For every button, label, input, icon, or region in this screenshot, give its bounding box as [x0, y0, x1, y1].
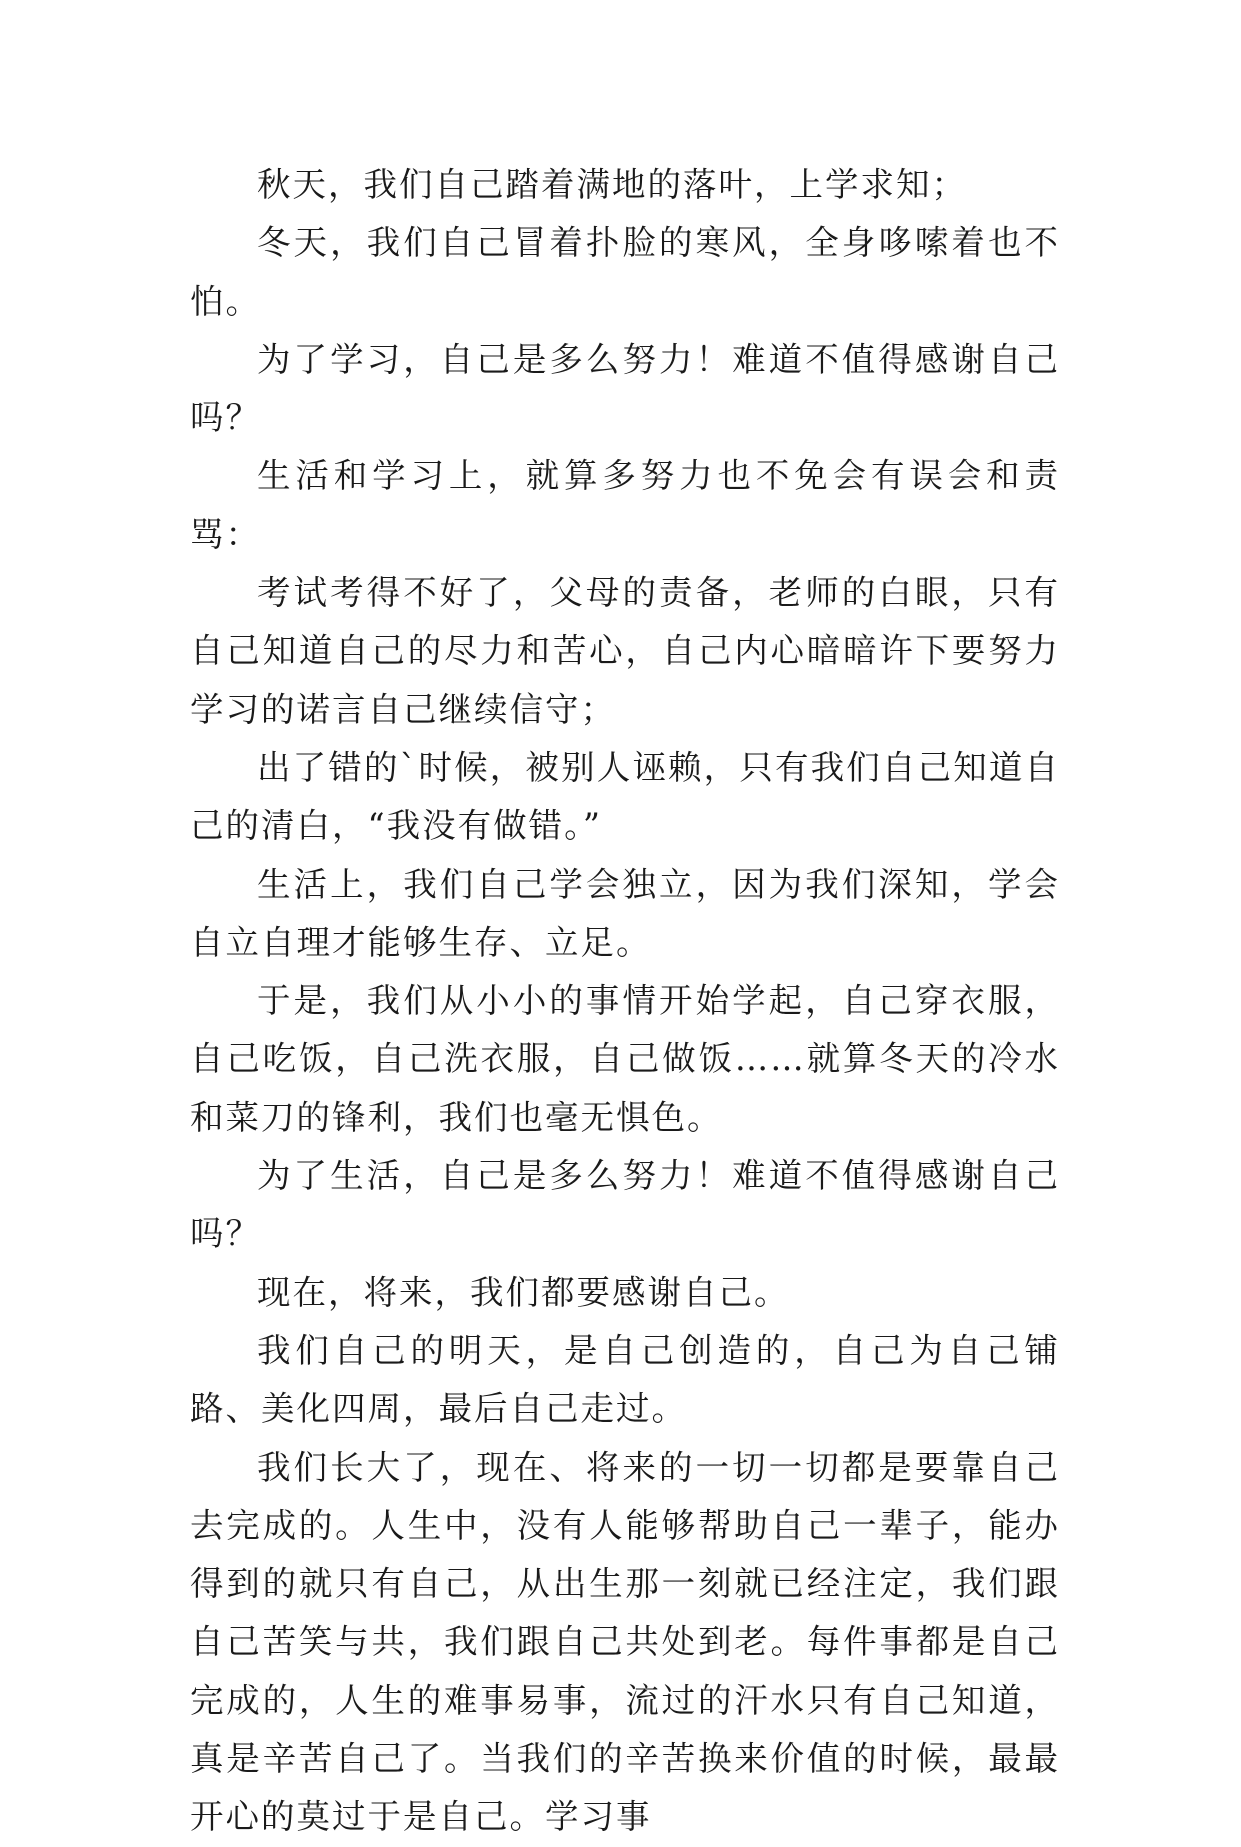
paragraph: 考试考得不好了，父母的责备，老师的白眼，只有自己知道自己的尽力和苦心，自己内心暗暗许下要努力学习的诺言自己继续信守；	[190, 573, 1060, 729]
paragraph: 秋天，我们自己踏着满地的落叶，上学求知；	[257, 165, 967, 204]
document-body	[190, 156, 1060, 1847]
paragraph: 生活和学习上，就算多努力也不免会有误会和责骂：	[190, 456, 1060, 554]
paragraph: 我们长大了，现在、将来的一切一切都是要靠自己去完成的。人生中，没有人能够帮助自己一辈子，能办得到的就只有自己，从出生那一刻就已经注定，我们跟自己苦笑与共，我们跟自己共处到老。每件事都是自己完成的，人生的难事易事，流过的汗水只有自己知道，真是辛苦自己了。当我们的辛苦换来价值的时候，最最开心的莫过于是自己。学习事	[190, 1447, 1060, 1837]
paragraph: 生活上，我们自己学会独立，因为我们深知，学会自立自理才能够生存、立足。	[190, 864, 1060, 962]
paragraph: 出了错的`时候，被别人诬赖，只有我们自己知道自己的清白，“我没有做错。”	[190, 747, 1060, 846]
paragraph: 冬天，我们自己冒着扑脸的寒风，全身哆嗦着也不怕。	[190, 223, 1060, 321]
paragraph: 现在，将来，我们都要感谢自己。	[257, 1272, 790, 1312]
paragraph: 为了生活，自己是多么努力！难道不值得感谢自己吗？	[190, 1156, 1060, 1254]
paragraph: 于是，我们从小小的事情开始学起，自己穿衣服，自己吃饭，自己洗衣服，自己做饭……就算冬天的冷水和菜刀的锋利，我们也毫无惧色。	[190, 981, 1060, 1137]
paragraph: 为了学习，自己是多么努力！难道不值得感谢自己吗？	[190, 339, 1060, 438]
paragraph: 我们自己的明天，是自己创造的，自己为自己铺路、美化四周，最后自己走过。	[190, 1330, 1060, 1429]
